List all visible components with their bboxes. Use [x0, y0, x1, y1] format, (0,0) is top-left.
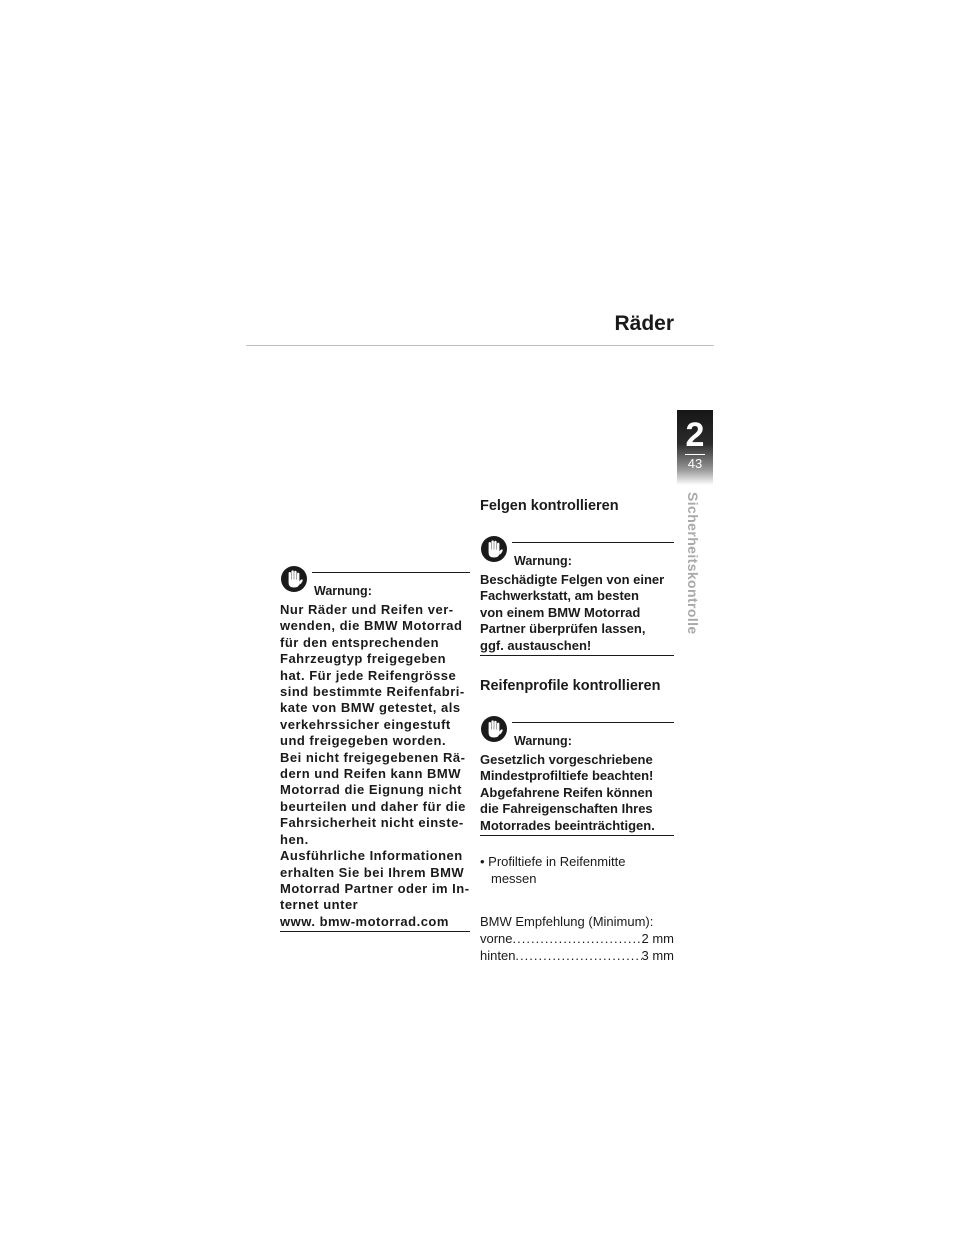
warning-label: Warnung: — [514, 734, 572, 749]
warning-box-felgen — [480, 542, 674, 656]
warning-header — [480, 722, 674, 752]
warning-hand-icon — [280, 565, 308, 593]
page-number: 43 — [687, 456, 703, 471]
warning-header — [480, 542, 674, 572]
header-rule — [246, 345, 714, 346]
page-title: Räder — [614, 312, 674, 335]
warning-text: Nur Räder und Reifen ver- wenden, die BMW Motorrad für den entsprechenden Fahrzeugtyp freigegeben hat. Für jede Reifengrösse sind bestimmte Reifenfabri- kate von BMW getestet, als verkehrssicher eingestuft und freigegeben worden. Bei nicht freigegebenen Rä- dern und Reifen kann BMW Motorrad die Eignung nicht beurteilen und daher für die Fahrsicherheit nicht einste- hen. Ausführliche Informationen erhalten Sie bei Ihrem BMW Motorrad Partner oder im In- ternet unter www. bmw-motorrad.com — [280, 602, 470, 929]
warning-box — [280, 572, 470, 932]
chapter-number: 2 — [685, 416, 705, 454]
right-column — [480, 498, 674, 964]
warning-bottom-rule — [480, 835, 674, 836]
warning-text: Beschädigte Felgen von einer Fachwerkstatt, am besten von einem BMW Motorrad Partner überprüfen lassen, ggf. austauschen! — [480, 572, 665, 653]
row-label: vorne — [480, 931, 513, 947]
leader-dots — [515, 947, 641, 964]
warning-top-rule — [512, 542, 674, 543]
warning-hand-icon — [480, 715, 508, 743]
row-label: hinten — [480, 948, 516, 964]
warning-top-rule — [512, 722, 674, 723]
warning-header — [280, 572, 470, 602]
section-label-vertical — [684, 492, 702, 647]
warning-top-rule — [312, 572, 470, 573]
warning-box-reifen — [480, 722, 674, 836]
bullet-profiltiefe: • Profiltiefe in Reifenmitte messen — [480, 854, 626, 886]
warning-text: Gesetzlich vorgeschriebene Mindestprofiltiefe beachten! Abgefahrene Reifen können die Fahreigenschaften Ihres Motorrades beeinträchtigen. — [480, 752, 655, 833]
leader-dots — [513, 930, 642, 947]
section-label-text: Sicherheitskontrolle — [685, 492, 701, 635]
chapter-divider — [685, 454, 705, 455]
row-value: 2 mm — [641, 931, 674, 947]
recommendation-row-front — [480, 930, 674, 947]
warning-bottom-rule — [480, 655, 674, 656]
warning-label: Warnung: — [514, 554, 572, 568]
warning-bottom-rule — [280, 931, 470, 932]
chapter-tab — [677, 410, 713, 485]
heading-felgen: Felgen kontrollieren — [480, 498, 619, 514]
row-value: 3 mm — [641, 948, 674, 964]
warning-hand-icon — [480, 535, 508, 563]
left-column — [280, 572, 470, 932]
heading-reifenprofile: Reifenprofile kontrollieren — [480, 678, 661, 695]
recommendation-row-rear — [480, 947, 674, 964]
recommendation-title: BMW Empfehlung (Minimum): — [480, 914, 654, 930]
warning-label: Warnung: — [314, 584, 372, 598]
